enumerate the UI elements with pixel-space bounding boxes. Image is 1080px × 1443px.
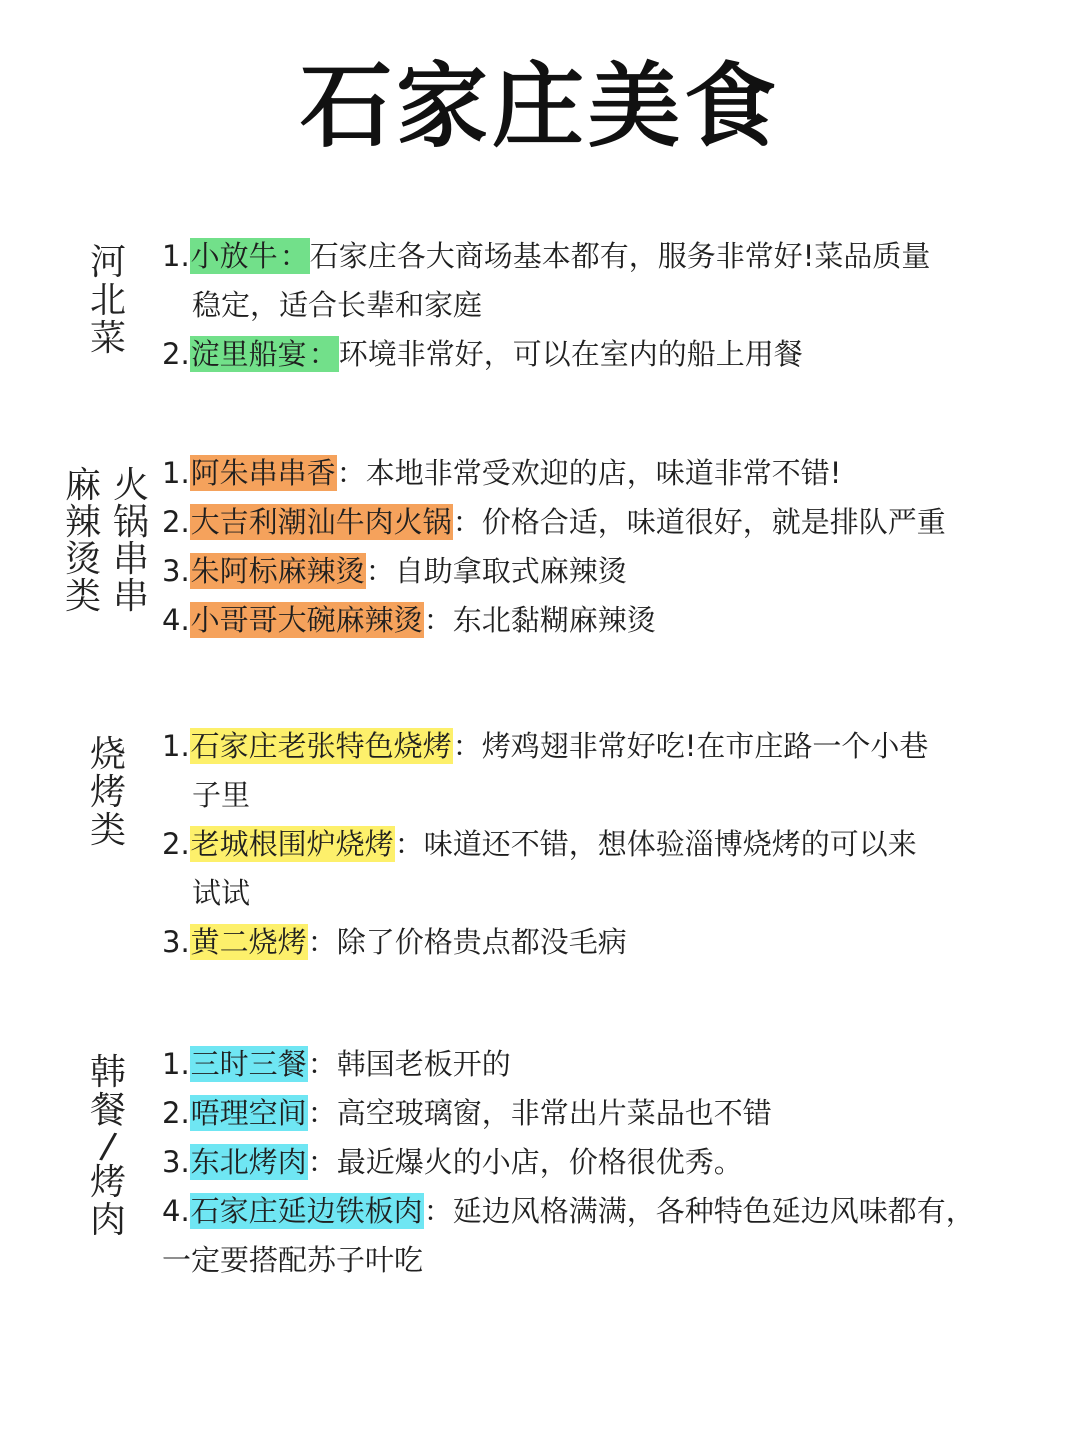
list-item: 2.老城根围炉烧烤：味道还不错，想体验淄博烧烤的可以来 试试 <box>162 827 917 910</box>
restaurant-name: 三时三餐 <box>190 1047 307 1081</box>
restaurant-name: 黄二烧烤 <box>190 925 307 959</box>
list-item: 2.唔理空间：高空玻璃窗，非常出片菜品也不错 <box>162 1096 772 1130</box>
restaurant-name: 石家庄老张特色烧烤 <box>190 729 452 763</box>
list-item: 1.小放牛：石家庄各大商场基本都有，服务非常好!菜品质量 稳定，适合长辈和家庭 <box>162 239 931 322</box>
list-item: 4.石家庄延边铁板肉：延边风格满满，各种特色延边风味都有， 一定要搭配苏子叶吃 <box>162 1194 975 1277</box>
restaurant-name: 石家庄延边铁板肉 <box>190 1194 423 1228</box>
restaurant-name: 老城根围炉烧烤 <box>190 827 394 861</box>
list-item: 3.朱阿标麻辣烫：自助拿取式麻辣烫 <box>162 554 627 588</box>
restaurant-name: 朱阿标麻辣烫 <box>190 554 365 588</box>
category-label-bbq: 烧 烤 类 <box>90 734 127 851</box>
list-item: 2.大吉利潮汕牛肉火锅：价格合适，味道很好，就是排队严重 <box>162 505 946 539</box>
category-label-korean: 韩 餐 / 烤 肉 <box>90 1052 127 1241</box>
category-label-malatang: 麻 辣 烫 类 <box>65 465 102 617</box>
restaurant-name: 阿朱串串香 <box>190 456 336 490</box>
item-list <box>162 449 1042 645</box>
restaurant-name: 大吉利潮汕牛肉火锅 <box>190 505 452 539</box>
list-item: 1.石家庄老张特色烧烤：烤鸡翅非常好吃!在市庄路一个小巷 子里 <box>162 729 929 812</box>
list-item: 1.阿朱串串香：本地非常受欢迎的店，味道非常不错! <box>162 456 842 490</box>
item-list <box>162 232 1042 379</box>
category-label-hebei: 河 北 菜 <box>90 242 127 359</box>
list-item: 1.三时三餐：韩国老板开的 <box>162 1047 511 1081</box>
restaurant-name: 东北烤肉 <box>190 1145 307 1179</box>
list-item: 3.黄二烧烤：除了价格贵点都没毛病 <box>162 925 627 959</box>
list-item: 2.淀里船宴：环境非常好，可以在室内的船上用餐 <box>162 337 803 371</box>
restaurant-name: 唔理空间 <box>190 1096 307 1130</box>
restaurant-name: 淀里船宴 <box>190 337 307 371</box>
restaurant-name: 小放牛 <box>190 239 278 273</box>
list-item: 3.东北烤肉：最近爆火的小店，价格很优秀。 <box>162 1145 743 1179</box>
list-item: 4.小哥哥大碗麻辣烫：东北黏糊麻辣烫 <box>162 603 656 637</box>
category-label-hotpot: 火 锅 串 串 <box>113 465 150 617</box>
page-title: 石家庄美食 <box>299 53 780 160</box>
restaurant-name: 小哥哥大碗麻辣烫 <box>190 603 423 637</box>
item-list <box>162 722 1042 967</box>
item-list <box>162 1040 1042 1285</box>
